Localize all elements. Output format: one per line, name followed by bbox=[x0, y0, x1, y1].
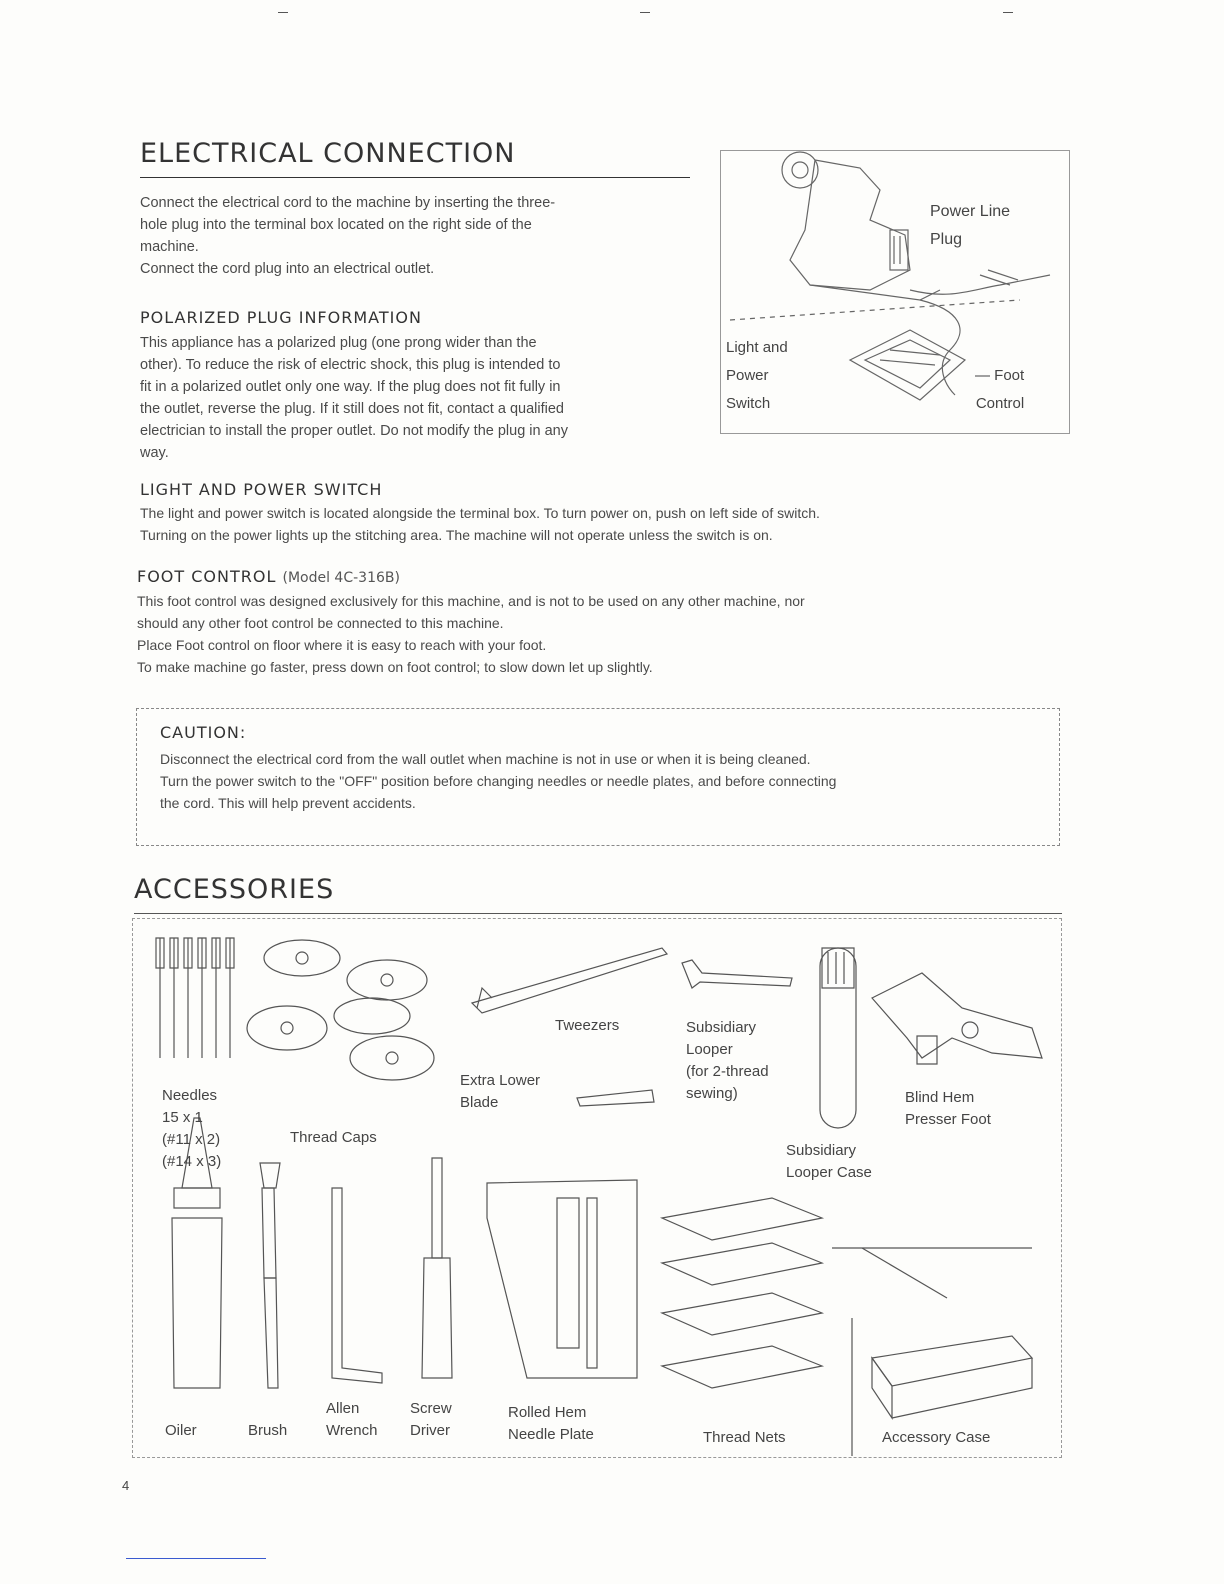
thread-caps-label: Thread Caps bbox=[290, 1129, 377, 1146]
foot-control-label: — Foot Control bbox=[975, 367, 1025, 412]
looper-case-icon bbox=[820, 948, 856, 1128]
needles-icon bbox=[156, 938, 234, 1058]
title-underline bbox=[140, 177, 690, 178]
text-line: fit in a polarized outlet only one way. If the plug does not fit fully in bbox=[140, 379, 561, 395]
caution-heading: CAUTION: bbox=[160, 723, 247, 742]
tweezers-icon bbox=[472, 948, 667, 1013]
electrical-connection-title: ELECTRICAL CONNECTION bbox=[140, 138, 516, 169]
title-underline bbox=[134, 913, 1062, 914]
text-line: hole plug into the terminal box located on the right side of the bbox=[140, 217, 532, 233]
accessory-case-icon bbox=[832, 1248, 1032, 1418]
screwdriver-icon bbox=[422, 1158, 452, 1378]
brush-icon bbox=[260, 1163, 280, 1388]
text-line: Connect the cord plug into an electrical outlet. bbox=[140, 261, 435, 277]
allen-wrench-icon bbox=[332, 1188, 382, 1383]
foot-control-heading: FOOT CONTROL (Model 4C-316B) bbox=[137, 567, 400, 586]
subsidiary-looper-label: Subsidiary Looper (for 2-thread sewing) bbox=[686, 1019, 769, 1102]
registration-mark bbox=[640, 12, 650, 13]
accessory-case-label: Accessory Case bbox=[882, 1429, 991, 1446]
oiler-label: Oiler bbox=[165, 1422, 197, 1439]
text-line: way. bbox=[140, 445, 169, 461]
registration-mark bbox=[1003, 12, 1013, 13]
accessories-title: ACCESSORIES bbox=[134, 874, 335, 905]
text-line: The light and power switch is located alongside the terminal box. To turn power on, push on left side of switch. bbox=[140, 505, 820, 521]
text-line: should any other foot control be connected to this machine. bbox=[137, 615, 504, 631]
text-line: Turn the power switch to the "OFF" position before changing needles or needle plates, and before connecting bbox=[160, 773, 837, 789]
brush-label: Brush bbox=[248, 1422, 288, 1439]
text-line: Connect the electrical cord to the machine by inserting the three- bbox=[140, 195, 556, 211]
presser-foot-icon bbox=[872, 973, 1042, 1064]
subsidiary-looper-case-label: Subsidiary Looper Case bbox=[786, 1142, 872, 1181]
text-line: machine. bbox=[140, 239, 199, 255]
screw-driver-label: Screw Driver bbox=[410, 1400, 452, 1439]
foot-control-text bbox=[137, 590, 805, 678]
looper-icon bbox=[682, 960, 792, 988]
electrical-connection-text bbox=[140, 192, 555, 280]
text-line: This foot control was designed exclusively for this machine, and is not to be used on any other machine, nor bbox=[137, 593, 805, 609]
thread-caps-icon bbox=[247, 940, 434, 1080]
registration-mark bbox=[278, 12, 288, 13]
power-line-plug-label: Power Line Plug bbox=[930, 203, 1011, 248]
text-line: other). To reduce the risk of electric shock, this plug is intended to bbox=[140, 357, 561, 373]
blind-hem-presser-foot-label: Blind Hem Presser Foot bbox=[905, 1089, 991, 1128]
tweezers-label: Tweezers bbox=[555, 1017, 620, 1034]
text-line: electrician to install the proper outlet. Do not modify the plug in any bbox=[140, 423, 568, 439]
text-line: Turning on the power lights up the stitching area. The machine will not operate unless the switch is on. bbox=[140, 527, 773, 543]
polarized-plug-heading: POLARIZED PLUG INFORMATION bbox=[140, 308, 422, 327]
text-line: the cord. This will help prevent accidents. bbox=[160, 795, 416, 811]
text-line: To make machine go faster, press down on foot control; to slow down let up slightly. bbox=[137, 659, 653, 675]
rolled-hem-needle-plate-label: Rolled Hem Needle Plate bbox=[508, 1404, 594, 1443]
text-line: Disconnect the electrical cord from the wall outlet when machine is not in use or when it is being cleaned. bbox=[160, 751, 811, 767]
extra-lower-blade-label: Extra Lower Blade bbox=[460, 1072, 541, 1111]
polarized-plug-text bbox=[140, 332, 568, 464]
needle-plate-icon bbox=[487, 1180, 637, 1378]
text-line: Place Foot control on floor where it is easy to reach with your foot. bbox=[137, 637, 547, 653]
text-line: the outlet, reverse the plug. If it still does not fit, contact a qualified bbox=[140, 401, 564, 417]
needles-label: Needles 15 x 1 (#11 x 2) (#14 x 3) bbox=[162, 1087, 222, 1170]
light-power-switch-label: Light and Power Switch bbox=[726, 339, 788, 412]
lower-blade-icon bbox=[577, 1090, 654, 1106]
caution-text bbox=[160, 748, 836, 814]
allen-wrench-label: Allen Wrench bbox=[326, 1400, 378, 1439]
accessory-illustrations bbox=[132, 918, 1062, 1458]
light-power-switch-text bbox=[140, 502, 820, 546]
model-number: (Model 4C-316B) bbox=[282, 570, 400, 586]
page-number: 4 bbox=[122, 1478, 130, 1493]
light-power-switch-heading: LIGHT AND POWER SWITCH bbox=[140, 480, 383, 499]
thread-nets-label: Thread Nets bbox=[703, 1429, 786, 1446]
text-line: This appliance has a polarized plug (one prong wider than the bbox=[140, 335, 537, 351]
thread-nets-icon bbox=[662, 1198, 822, 1388]
footer-rule bbox=[126, 1558, 266, 1559]
